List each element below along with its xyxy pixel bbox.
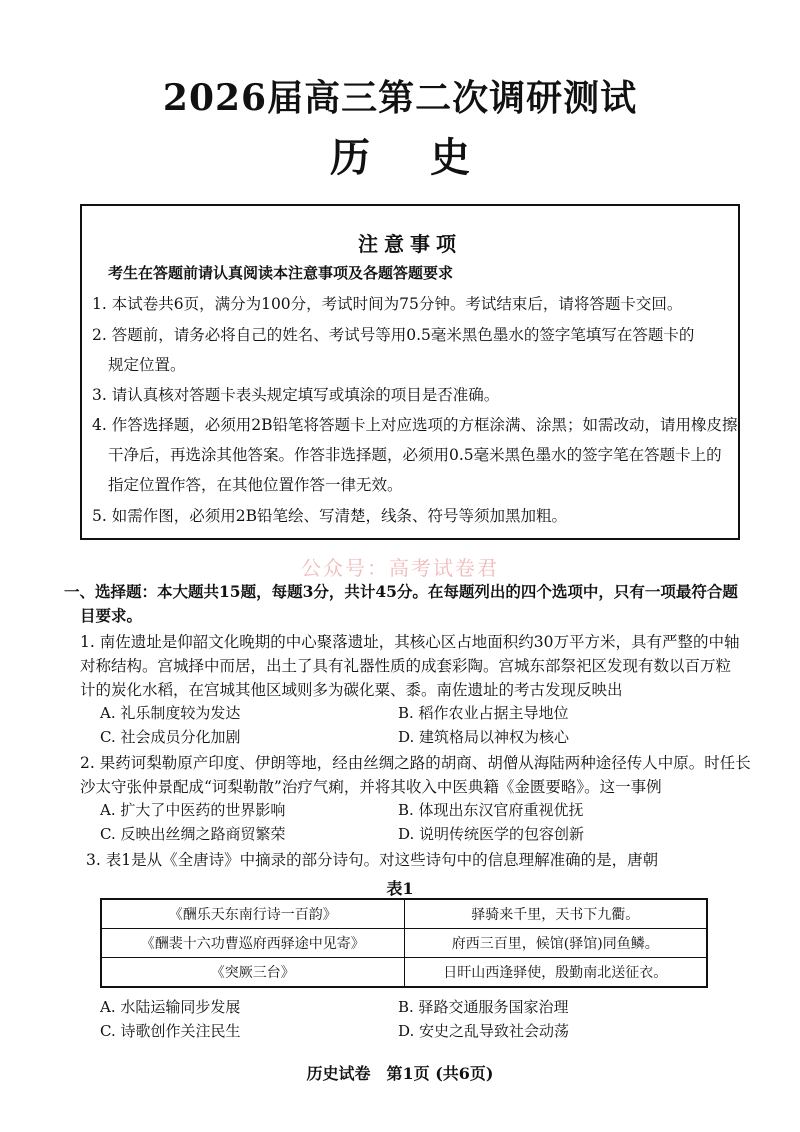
notice-intro: 考生在答题前请认真阅读本注意事项及各题答题要求 (108, 264, 454, 282)
table-cell-verse: 驿骑来千里，天书下九衢。 (404, 899, 707, 929)
notice-item-2-cont: 规定位置。 (108, 356, 186, 374)
table-row (101, 899, 707, 929)
watermark: 公众号：高考试卷君 (301, 556, 499, 580)
q1-stem-3: 计的炭化水稻，在宫城其他区域则多为碳化粟、黍。南佐遗址的考古发现反映出 (80, 681, 623, 699)
q1-option-a: A. 礼乐制度较为发达 (100, 704, 241, 722)
q1-stem-1: 1. 南佐遗址是仰韶文化晚期的中心聚落遗址，其核心区占地面积约30万平方米，具有严整的中轴 (80, 633, 740, 651)
table-row (101, 958, 707, 988)
notice-item-4-cont: 干净后，再选涂其他答案。作答非选择题，必须用0.5毫米黑色墨水的签字笔在答题卡上的 (108, 446, 722, 464)
q1-option-b: B. 稻作农业占据主导地位 (398, 704, 569, 722)
q3-option-a: A. 水陆运输同步发展 (100, 998, 241, 1016)
table-cell-source: 《突厥三台》 (101, 958, 404, 988)
q3-option-d: D. 安史之乱导致社会动荡 (398, 1022, 570, 1040)
notice-item-3: 3. 请认真核对答题卡表头规定填写或填涂的项目是否准确。 (92, 386, 500, 404)
q3-stem: 3. 表1是从《全唐诗》中摘录的部分诗句。对这些诗句中的信息理解准确的是，唐朝 (86, 851, 659, 869)
page-footer: 历史试卷 第1页 (共6页) (306, 1064, 494, 1083)
exam-subject: 历史 (330, 134, 530, 181)
q2-option-a: A. 扩大了中医药的世界影响 (100, 801, 286, 819)
notice-item-4-cont2: 指定位置作答，在其他位置作答一律无效。 (108, 476, 403, 494)
q3-option-b: B. 驿路交通服务国家治理 (398, 998, 569, 1016)
section-heading: 一、选择题：本大题共15题，每题3分，共计45分。在每题列出的四个选项中，只有一项最符合题 (64, 582, 738, 601)
notice-item-5: 5. 如需作图，必须用2B铅笔绘、写清楚，线条、符号等须加黑加粗。 (92, 507, 567, 525)
table-cell-verse: 日旰山西逢驿使，殷勤南北送征衣。 (404, 958, 707, 988)
notice-item-4: 4. 作答选择题，必须用2B铅笔将答题卡上对应选项的方框涂满、涂黑；如需改动，请用橡皮擦 (92, 416, 738, 434)
table-cell-source: 《酬裴十六功曹巡府西驿途中见寄》 (101, 929, 404, 958)
table-row (101, 929, 707, 958)
exam-title: 2026届高三第二次调研测试 (162, 77, 638, 119)
q2-option-d: D. 说明传统医学的包容创新 (398, 825, 585, 843)
notice-item-2: 2. 答题前，请务必将自己的姓名、考试号等用0.5毫米黑色墨水的签字笔填写在答题卡的 (92, 326, 695, 344)
q3-option-c: C. 诗歌创作关注民生 (100, 1022, 241, 1040)
table-cell-verse: 府西三百里，候馆(驿馆)同鱼鳞。 (404, 929, 707, 958)
q1-option-d: D. 建筑格局以神权为核心 (398, 728, 570, 746)
q1-option-c: C. 社会成员分化加剧 (100, 728, 241, 746)
q1-stem-2: 对称结构。宫城择中而居，出土了具有礼器性质的成套彩陶。宫城东部祭祀区发现有数以百万粒 (80, 657, 732, 675)
q2-stem-1: 2. 果药诃梨勒原产印度、伊朗等地，经由丝绸之路的胡商、胡僧从海陆两种途径传人中原。时任长 (80, 754, 751, 772)
poem-table (100, 898, 708, 988)
table-caption: 表1 (386, 879, 414, 898)
notice-title: 注意事项 (358, 232, 462, 256)
section-heading-cont: 目要求。 (80, 606, 143, 625)
q2-stem-2: 沙太守张仲景配成“诃梨勒散”治疗气痢，并将其收入中医典籍《金匮要略》。这一事例 (80, 778, 662, 796)
q2-option-b: B. 体现出东汉官府重视优抚 (398, 801, 584, 819)
notice-item-1: 1. 本试卷共6页，满分为100分，考试时间为75分钟。考试结束后，请将答题卡交回。 (92, 295, 683, 313)
q2-option-c: C. 反映出丝绸之路商贸繁荣 (100, 825, 286, 843)
table-cell-source: 《酬乐天东南行诗一百韵》 (101, 899, 404, 929)
